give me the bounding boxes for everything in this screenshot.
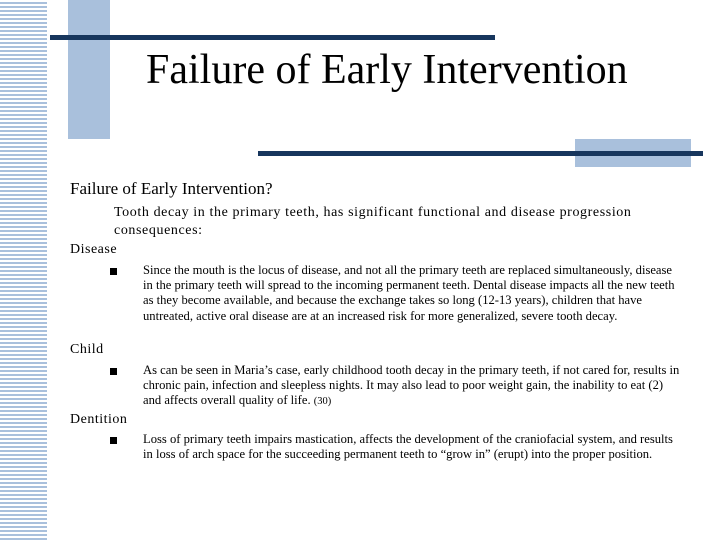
child-text-reference: (30) bbox=[313, 396, 332, 408]
bullet-square bbox=[110, 268, 117, 275]
bullet-square bbox=[110, 368, 117, 375]
light-blue-block-top bbox=[68, 0, 110, 139]
section-heading-disease: Disease bbox=[70, 242, 118, 257]
bullet-square bbox=[110, 437, 117, 444]
section-heading-dentition: Dentition bbox=[70, 412, 128, 427]
title-bottom-rule bbox=[258, 151, 703, 156]
slide-title: Failure of Early Intervention bbox=[146, 47, 628, 93]
section-heading-child: Child bbox=[70, 342, 104, 357]
child-text-body: As can be seen in Maria’s case, early childhood tooth decay in the primary teeth, if not cared for, results in chronic pain, infection and sleepless nights. It may also lead to poor weight gain, the inability to eat (2) and affects overall quality of life. bbox=[143, 363, 680, 408]
title-top-rule bbox=[50, 35, 495, 40]
section-text-disease: Since the mouth is the locus of disease, and not all the primary teeth are replaced simultaneously, disease in the primary teeth will spread to the incoming permanent teeth. Dental disease impacts all the new teeth as they become available, and because the exchange takes so long (12-13 years), children that have untreated, active oral disease are at an increased risk for more generalized, severe tooth decay. bbox=[143, 263, 675, 323]
lead-paragraph: Tooth decay in the primary teeth, has significant functional and disease progression consequences: bbox=[114, 205, 632, 238]
section-text-child bbox=[143, 363, 683, 410]
slide-subtitle: Failure of Early Intervention? bbox=[70, 179, 273, 198]
left-stripe-decoration bbox=[0, 0, 51, 540]
section-text-dentition: Loss of primary teeth impairs mastication, affects the development of the craniofacial system, and results in loss of arch space for the succeeding permanent teeth to “grow in” (erupt) into the proper position. bbox=[143, 432, 673, 462]
